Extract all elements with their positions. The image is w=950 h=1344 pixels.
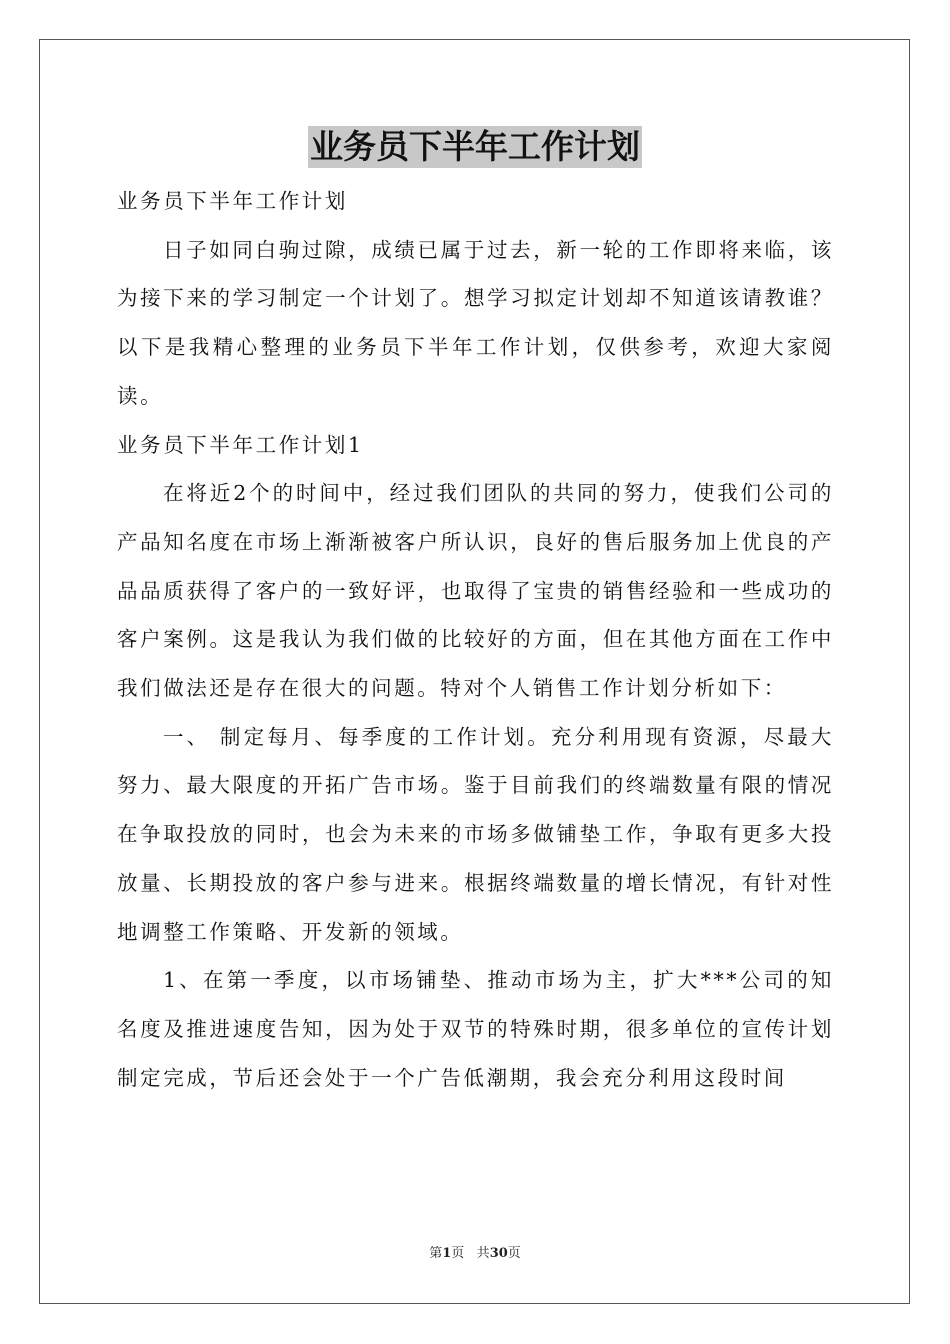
paragraph-subtitle: 业务员下半年工作计划 [117, 189, 348, 213]
page-number-prefix: 第 [429, 1246, 443, 1261]
document-title: 业务员下半年工作计划 [310, 127, 640, 166]
page-total-suffix: 页 [507, 1246, 521, 1261]
page-footer [0, 1245, 950, 1263]
title-wrapper [0, 126, 950, 168]
page-total-prefix: 共 [476, 1246, 490, 1261]
page-number-current: 1 [442, 1246, 452, 1261]
paragraph-summary: 在将近2个的时间中，经过我们团队的共同的努力，使我们公司的产品知名度在市场上渐渐被客户所认识，良好的售后服务加上优良的产品品质获得了客户的一致好评，也取得了宝贵的销售经验和一些成功的客户案例。这是我认为我们做的比较好的方面，但在其他方面在工作中我们做法还是存在很大的问题。特对个人销售工作计划分析如下： [117, 481, 834, 701]
paragraph-plan-subitem-1: 1、在第一季度，以市场铺垫、推动市场为主，扩大***公司的知名度及推进速度告知，因为处于双节的特殊时期，很多单位的宣传计划制定完成，节后还会处于一个广告低潮期，我会充分利用这段时间 [117, 968, 834, 1090]
paragraph-section-heading: 业务员下半年工作计划1 [117, 432, 364, 457]
paragraph-plan-item-1: 一、 制定每月、每季度的工作计划。充分利用现有资源，尽最大努力、最大限度的开拓广告市场。鉴于目前我们的终端数量有限的情况在争取投放的同时，也会为未来的市场多做铺垫工作，争取有更多大投放量、长期投放的客户参与进来。根据终端数量的增长情况，有针对性地调整工作策略、开发新的领域。 [117, 724, 834, 944]
document-body [117, 177, 834, 1102]
page-total-count: 30 [489, 1246, 508, 1261]
paragraph-intro: 日子如同白驹过隙，成绩已属于过去，新一轮的工作即将来临，该为接下来的学习制定一个计划了。想学习拟定计划却不知道该请教谁？以下是我精心整理的业务员下半年工作计划，仅供参考，欢迎大家阅读。 [117, 237, 834, 408]
page-number-suffix: 页 [451, 1246, 465, 1261]
